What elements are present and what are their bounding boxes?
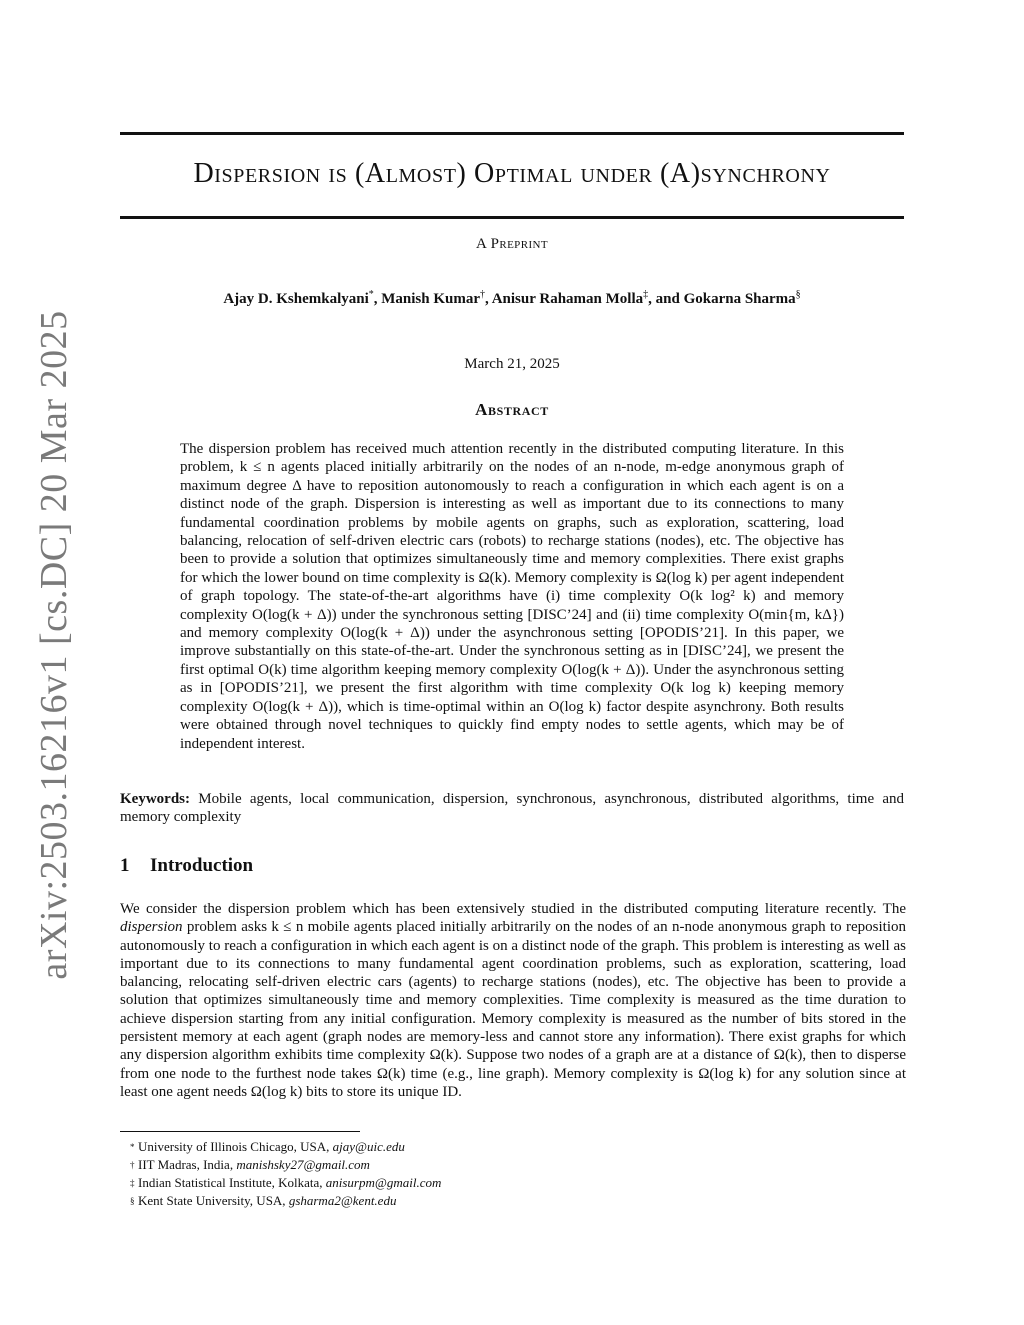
author-mark: § xyxy=(795,289,801,300)
publication-date: March 21, 2025 xyxy=(464,356,560,372)
section-number: 1 xyxy=(120,855,130,876)
keywords-label: Keywords: xyxy=(120,791,190,807)
author-mark: † xyxy=(480,289,486,300)
intro-text-rest: problem asks k ≤ n mobile agents placed initially arbitrarily on the nodes of an n-node anonymous graph to reposition autonomously to reach a configuration in which each agent is on a distinct node of the graph. This problem is interesting as well as important due to its connections to many fundamental agent coordination problems, such as exploration, scattering, load balancing, relocating self-driven electric cars (agents) to recharge stations (nodes), etc. The objective has been to provide a solution that optimizes simultaneously time and memory complexities. Time complexity is measured as the time duration to achieve dispersion starting from any initial configuration. Memory complexity is measured as the number of bits stored in the persistent memory at each agent (graph nodes are memory-less and cannot store any information). There exist graphs for which any dispersion algorithm exhibits time complexity Ω(k). Suppose two nodes of a graph are at a distance of Ω(k), then to disperse from one node to the furthest node takes Ω(k) time (e.g., line graph). Memory complexity is Ω(log k) for any solution since at least one agent needs Ω(log k) bits to store its unique ID. xyxy=(120,919,906,1100)
footnote-rule xyxy=(120,1131,360,1132)
footnote xyxy=(130,1174,442,1192)
abstract-text: The dispersion problem has received much attention recently in the distributed computing literature. In this problem, k ≤ n agents placed initially arbitrarily on the nodes of an n-node, m-edge anonymous graph of maximum degree Δ have to reposition autonomously to reach a configuration in which each agent is on a distinct node of the graph. Dispersion is interesting as well as important due to its connections to many fundamental coordination problems by mobile agents on graphs, such as exploration, scattering, load balancing, relocation of self-driven electric cars (robots) to recharge stations (nodes), etc. The objective has been to provide a solution that optimizes simultaneously time and memory complexities. There exist graphs for which the lower bound on time complexity is Ω(k). Memory complexity is Ω(log k) per agent independent of graph topology. The state-of-the-art algorithms have (i) time complexity O(k log² k) and memory complexity O(log(k + Δ)) under the synchronous setting [DISC’24] and (ii) time complexity O(min{m, kΔ}) and memory complexity O(log(k + Δ)) under the asynchronous setting [OPODIS’21]. In this paper, we improve substantially on this state-of-the-art. Under the synchronous setting as in [DISC’24], we present the first optimal O(k) time algorithm keeping memory complexity O(log(k + Δ)). Under the asynchronous setting as in [OPODIS’21], we present the first algorithm with time complexity O(k log k) keeping memory complexity O(log(k + Δ)), which is time-optimal within an O(log k) factor despite asynchrony. Both results were obtained through novel techniques to quickly find empty nodes to settle agents, which may be of independent interest. xyxy=(180,441,844,752)
arxiv-identifier: arXiv:2503.16216v1 [cs.DC] 20 Mar 2025 xyxy=(33,310,75,980)
footnote-mark: ‡ xyxy=(130,1178,135,1188)
footnote xyxy=(130,1138,441,1156)
footnote-affiliation: IIT Madras, India, xyxy=(138,1157,237,1172)
author-name: Gokarna Sharma xyxy=(683,291,796,307)
introduction-paragraph xyxy=(120,900,906,1101)
footnote-email[interactable]: anisurpm@gmail.com xyxy=(325,1175,442,1190)
section-heading xyxy=(120,855,253,877)
footnote xyxy=(130,1156,441,1174)
author-mark: ‡ xyxy=(643,289,649,300)
keywords-paragraph xyxy=(120,790,904,827)
footnotes xyxy=(130,1138,442,1210)
footnote-email[interactable]: gsharma2@kent.edu xyxy=(288,1193,397,1208)
footnote-email[interactable]: manishsky27@gmail.com xyxy=(236,1157,370,1172)
footnote-affiliation: University of Illinois Chicago, USA, xyxy=(138,1139,333,1154)
footnote-mark: * xyxy=(130,1142,135,1152)
footnote xyxy=(130,1192,441,1210)
intro-text-start: We consider the dispersion problem which has been extensively studied in the distributed computing literature recently. The xyxy=(120,901,906,917)
preprint-label: A Preprint xyxy=(476,236,548,252)
author-list: Ajay D. Kshemkalyani*, Manish Kumar†, Anisur Rahaman Molla‡, and Gokarna Sharma§ xyxy=(223,289,801,307)
paper-title: Dispersion is (Almost) Optimal under (A)synchrony xyxy=(193,158,831,189)
abstract-heading: Abstract xyxy=(475,400,549,419)
footnote-affiliation: Indian Statistical Institute, Kolkata, xyxy=(138,1175,326,1190)
author-mark: * xyxy=(368,289,374,300)
title-top-rule xyxy=(120,132,904,135)
title-bottom-rule xyxy=(120,216,904,219)
footnote-mark: † xyxy=(130,1160,135,1170)
author-name: Manish Kumar xyxy=(381,291,481,307)
footnote-affiliation: Kent State University, USA, xyxy=(138,1193,289,1208)
intro-emphasis: dispersion xyxy=(120,919,183,936)
author-name: Ajay D. Kshemkalyani xyxy=(223,291,369,307)
footnote-email[interactable]: ajay@uic.edu xyxy=(332,1139,405,1154)
section-title: Introduction xyxy=(150,855,254,876)
author-name: Anisur Rahaman Molla xyxy=(491,291,644,307)
keywords-text: Mobile agents, local communication, dispersion, synchronous, asynchronous, distributed algorithms, time and memory complexity xyxy=(120,791,905,826)
footnote-mark: § xyxy=(130,1196,135,1206)
